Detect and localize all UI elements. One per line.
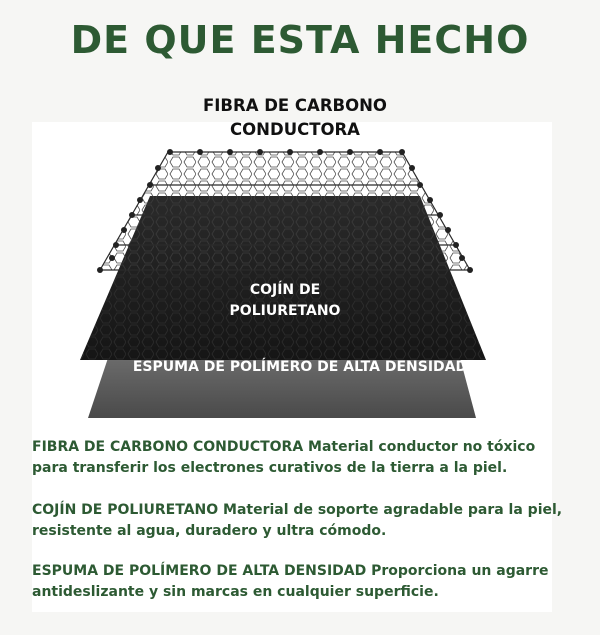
foam-label: ESPUMA DE POLÍMERO DE ALTA DENSIDAD xyxy=(132,359,468,375)
carbon-fiber-label: FIBRA DE CARBONO CONDUCTORA xyxy=(203,96,387,139)
description-cushion: COJÍN DE POLIURETANO Material de soporte agradable para la piel, resistente al agua, duradero y ultra cómodo. xyxy=(32,502,563,539)
carbon-lattice xyxy=(100,152,470,270)
page-title: DE QUE ESTA HECHO xyxy=(70,18,530,62)
description-foam: ESPUMA DE POLÍMERO DE ALTA DENSIDAD Proporciona un agarre antideslizante y sin marcas en cualquier superficie. xyxy=(32,563,549,600)
description-carbon-fiber: FIBRA DE CARBONO CONDUCTORA Material conductor no tóxico para transferir los electrones curativos de la tierra a la piel. xyxy=(32,439,536,476)
cushion-label: COJÍN DE POLIURETANO xyxy=(229,282,341,319)
